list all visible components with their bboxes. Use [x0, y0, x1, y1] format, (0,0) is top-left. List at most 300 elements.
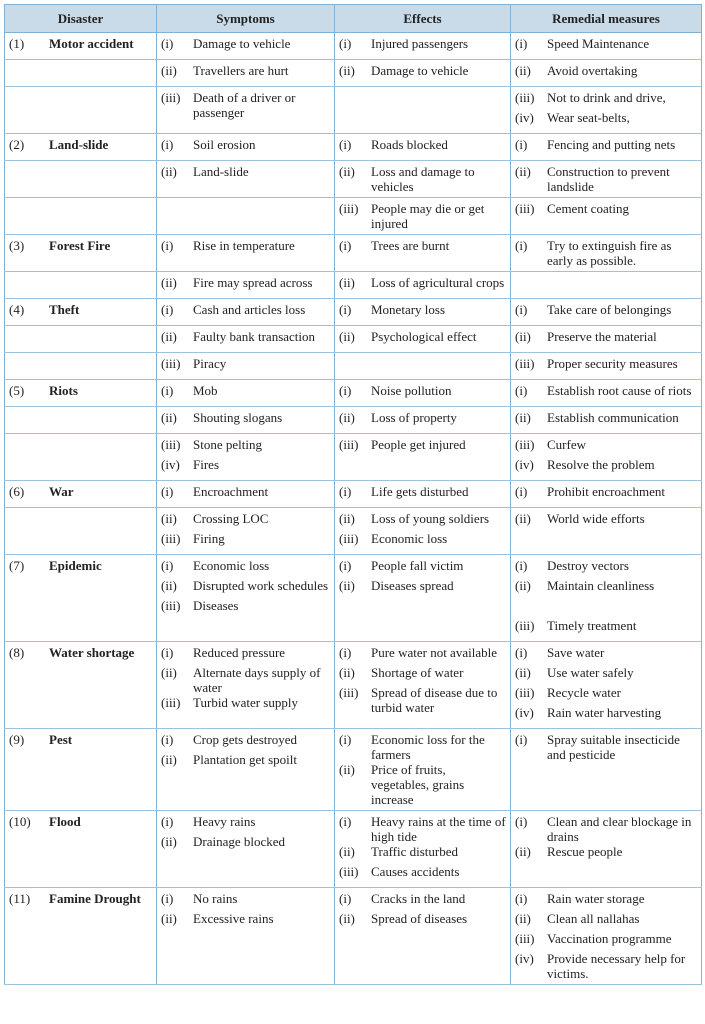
remedy-item-text: Clean all nallahas — [547, 911, 640, 926]
remedy-item-text: Rain water harvesting — [547, 705, 662, 720]
effect-item-number: (iii) — [339, 864, 359, 879]
effect-item-number: (i) — [339, 383, 352, 398]
remedy-cell — [511, 888, 702, 985]
effect-item-text: Damage to vehicle — [371, 63, 469, 78]
remedy-item-text: Fencing and putting nets — [547, 137, 676, 152]
table-row — [5, 60, 702, 87]
disaster-cell — [5, 380, 157, 407]
remedy-item-number: (i) — [515, 732, 528, 747]
symptom-item-number: (i) — [161, 732, 174, 747]
effect-item-number: (ii) — [339, 665, 355, 680]
remedy-item-text: Take care of belongings — [547, 302, 672, 317]
effect-item-number: (i) — [339, 302, 352, 317]
disaster-cell — [5, 198, 157, 235]
symptom-item-text: Reduced pressure — [193, 645, 286, 660]
symptom-item-number: (ii) — [161, 63, 177, 78]
table-row — [5, 811, 702, 888]
remedy-item — [515, 110, 697, 130]
table-row — [5, 555, 702, 642]
effect-item-number: (ii) — [339, 578, 355, 593]
effect-item — [339, 137, 506, 157]
symptom-cell — [157, 811, 335, 888]
effect-item-text: Causes accidents — [371, 864, 460, 879]
disaster-number: (10) — [9, 814, 31, 829]
symptom-cell — [157, 299, 335, 326]
symptom-item-text: Land-slide — [193, 164, 249, 179]
remedy-item-text: Avoid overtaking — [547, 63, 638, 78]
remedy-cell — [511, 33, 702, 60]
symptom-item — [161, 356, 330, 376]
remedy-item-number: (i) — [515, 484, 528, 499]
disaster-name: Epidemic — [49, 558, 102, 573]
disaster-number: (1) — [9, 36, 25, 51]
symptom-item — [161, 645, 330, 665]
disaster-number: (7) — [9, 558, 25, 573]
effect-cell — [335, 33, 511, 60]
symptom-item-text: Soil erosion — [193, 137, 256, 152]
disaster-number: (6) — [9, 484, 25, 499]
symptom-item-text: Piracy — [193, 356, 227, 371]
effect-item-number: (ii) — [339, 911, 355, 926]
remedy-item-number: (iii) — [515, 685, 535, 700]
remedy-item-text: Destroy vectors — [547, 558, 629, 573]
remedy-item-number: (ii) — [515, 911, 531, 926]
remedy-item-text: Recycle water — [547, 685, 621, 700]
symptom-cell — [157, 434, 335, 481]
remedy-item-text: Curfew — [547, 437, 586, 452]
symptom-item-text: Encroachment — [193, 484, 269, 499]
symptom-item — [161, 598, 330, 618]
symptom-item-number: (iv) — [161, 457, 180, 472]
effect-item-number: (iii) — [339, 685, 359, 700]
remedy-cell — [511, 134, 702, 161]
effect-item — [339, 578, 506, 598]
table-row — [5, 729, 702, 811]
disaster-cell — [5, 87, 157, 134]
effect-item-number: (iii) — [339, 201, 359, 216]
remedy-item — [515, 911, 697, 931]
symptom-item — [161, 238, 330, 258]
remedy-item-number: (ii) — [515, 665, 531, 680]
effect-item-text: Traffic disturbed — [371, 844, 459, 859]
disaster-cell — [5, 407, 157, 434]
symptom-item-number: (iii) — [161, 598, 181, 613]
remedy-item — [515, 410, 697, 430]
symptom-item — [161, 484, 330, 504]
disaster-number: (3) — [9, 238, 25, 253]
effect-item — [339, 732, 506, 762]
effect-item — [339, 531, 506, 551]
remedy-item-number: (i) — [515, 814, 528, 829]
symptom-item-text: Fire may spread across — [193, 275, 313, 290]
table-row — [5, 434, 702, 481]
disaster-cell — [5, 555, 157, 642]
effect-item-number: (i) — [339, 558, 352, 573]
effect-item-number: (ii) — [339, 410, 355, 425]
remedy-item-number: (iii) — [515, 356, 535, 371]
remedy-item-text: Not to drink and drive, — [547, 90, 666, 105]
remedy-item-number: (ii) — [515, 329, 531, 344]
remedy-item — [515, 558, 697, 578]
remedy-item-number: (ii) — [515, 63, 531, 78]
effect-item-text: Heavy rains at the time of high tide — [371, 814, 506, 844]
symptom-item-text: Damage to vehicle — [193, 36, 291, 51]
disaster-number: (11) — [9, 891, 31, 906]
disaster-cell — [5, 235, 157, 272]
header-row — [5, 5, 702, 33]
effect-item — [339, 410, 506, 430]
effect-item-text: Life gets disturbed — [371, 484, 469, 499]
header-symptoms: Symptoms — [157, 5, 335, 33]
remedy-item — [515, 63, 697, 83]
symptom-item-number: (iii) — [161, 356, 181, 371]
symptom-item — [161, 911, 330, 931]
effect-cell — [335, 326, 511, 353]
effect-item-text: Price of fruits, vegetables, grains increase — [371, 762, 465, 807]
disaster-cell — [5, 811, 157, 888]
disaster-table — [4, 4, 702, 985]
disaster-cell — [5, 508, 157, 555]
effect-item — [339, 302, 506, 322]
effect-item-text: People fall victim — [371, 558, 464, 573]
remedy-cell — [511, 60, 702, 87]
remedy-item-text: Use water safely — [547, 665, 634, 680]
remedy-cell — [511, 434, 702, 481]
symptom-item-text: Firing — [193, 531, 225, 546]
remedy-cell — [511, 729, 702, 811]
effect-item — [339, 558, 506, 578]
symptom-cell — [157, 729, 335, 811]
disaster-name: Forest Fire — [49, 238, 111, 253]
symptom-item-number: (i) — [161, 302, 174, 317]
remedy-item-number: (iii) — [515, 931, 535, 946]
symptom-item-number: (ii) — [161, 911, 177, 926]
symptom-item-text: Plantation get spoilt — [193, 752, 297, 767]
effect-cell — [335, 60, 511, 87]
effect-item — [339, 891, 506, 911]
effect-item-text: People may die or get injured — [371, 201, 485, 231]
effect-cell — [335, 272, 511, 299]
symptom-item-text: Economic loss — [193, 558, 270, 573]
symptom-cell — [157, 326, 335, 353]
remedy-item-text: Prohibit encroachment — [547, 484, 666, 499]
effect-item — [339, 762, 506, 807]
symptom-item — [161, 531, 330, 551]
symptom-item — [161, 558, 330, 578]
disaster-cell — [5, 33, 157, 60]
remedy-item-number: (ii) — [515, 410, 531, 425]
symptom-item — [161, 383, 330, 403]
symptom-item-text: Heavy rains — [193, 814, 256, 829]
effect-item-number: (ii) — [339, 762, 355, 777]
table-row — [5, 299, 702, 326]
remedy-cell — [511, 380, 702, 407]
symptom-item-text: Drainage blocked — [193, 834, 286, 849]
remedy-item — [515, 457, 697, 477]
symptom-item-number: (i) — [161, 645, 174, 660]
remedy-item — [515, 931, 697, 951]
symptom-item — [161, 36, 330, 56]
effect-item — [339, 63, 506, 83]
effect-item — [339, 275, 506, 295]
table-row — [5, 481, 702, 508]
disaster-name: Water shortage — [49, 645, 135, 660]
effect-item-number: (ii) — [339, 164, 355, 179]
table-row — [5, 353, 702, 380]
remedy-item — [515, 685, 697, 705]
symptom-item — [161, 90, 330, 120]
effect-item — [339, 645, 506, 665]
symptom-item-number: (ii) — [161, 329, 177, 344]
header-effects: Effects — [335, 5, 511, 33]
remedy-item-number: (iii) — [515, 90, 535, 105]
effect-item-text: Economic loss — [371, 531, 448, 546]
remedy-item-text: Timely treatment — [547, 618, 637, 633]
symptom-item-text: Cash and articles loss — [193, 302, 306, 317]
remedy-item-number: (i) — [515, 137, 528, 152]
symptom-item-text: Disrupted work schedules — [193, 578, 329, 593]
remedy-item-text: Resolve the problem — [547, 457, 655, 472]
symptom-item-number: (i) — [161, 137, 174, 152]
effect-item — [339, 864, 506, 884]
remedy-item — [515, 951, 697, 981]
symptom-item — [161, 834, 330, 854]
disaster-number: (4) — [9, 302, 25, 317]
symptom-item — [161, 63, 330, 83]
table-row — [5, 272, 702, 299]
remedy-item-number: (i) — [515, 302, 528, 317]
remedy-cell — [511, 811, 702, 888]
symptom-item-number: (i) — [161, 383, 174, 398]
remedy-cell — [511, 508, 702, 555]
effect-item — [339, 201, 506, 231]
table-row — [5, 380, 702, 407]
table-row — [5, 642, 702, 729]
effect-cell — [335, 380, 511, 407]
effect-item-number: (i) — [339, 36, 352, 51]
remedy-item — [515, 329, 697, 349]
effect-item-text: Loss of young soldiers — [371, 511, 490, 526]
remedy-item-text: Establish root cause of riots — [547, 383, 692, 398]
remedy-item-number: (i) — [515, 238, 528, 253]
table-row — [5, 508, 702, 555]
remedy-item-text: Rain water storage — [547, 891, 645, 906]
remedy-item — [515, 383, 697, 403]
remedy-item — [515, 164, 697, 194]
symptom-cell — [157, 33, 335, 60]
symptom-cell — [157, 555, 335, 642]
table-row — [5, 235, 702, 272]
remedy-item-number: (iv) — [515, 110, 534, 125]
symptom-cell — [157, 161, 335, 198]
header-disaster: Disaster — [5, 5, 157, 33]
symptom-item-number: (iii) — [161, 531, 181, 546]
symptom-item-number: (ii) — [161, 410, 177, 425]
symptom-item — [161, 511, 330, 531]
remedy-item-number: (i) — [515, 558, 528, 573]
effect-item-number: (iii) — [339, 437, 359, 452]
remedy-item-text: Establish communication — [547, 410, 679, 425]
symptom-item-number: (ii) — [161, 511, 177, 526]
effect-item-text: Monetary loss — [371, 302, 446, 317]
effect-item-number: (i) — [339, 732, 352, 747]
effect-cell — [335, 642, 511, 729]
effect-cell — [335, 134, 511, 161]
remedy-item — [515, 90, 697, 110]
effect-item — [339, 814, 506, 844]
symptom-item-number: (iii) — [161, 90, 181, 105]
symptom-item — [161, 578, 330, 598]
symptom-item — [161, 410, 330, 430]
remedy-item — [515, 578, 697, 598]
disaster-cell — [5, 481, 157, 508]
symptom-item-text: Stone pelting — [193, 437, 262, 452]
effect-item — [339, 911, 506, 931]
effect-cell — [335, 434, 511, 481]
symptom-item-number: (i) — [161, 36, 174, 51]
symptom-cell — [157, 235, 335, 272]
remedy-item — [515, 302, 697, 322]
symptom-item-number: (iii) — [161, 695, 181, 710]
remedy-item — [515, 201, 697, 221]
symptom-item-text: Rise in temperature — [193, 238, 295, 253]
symptom-cell — [157, 134, 335, 161]
effect-item-number: (i) — [339, 238, 352, 253]
disaster-name: Land-slide — [49, 137, 109, 152]
symptom-item-number: (ii) — [161, 834, 177, 849]
symptom-cell — [157, 481, 335, 508]
symptom-item-text: Death of a driver or passenger — [193, 90, 296, 120]
symptom-item-text: Travellers are hurt — [193, 63, 289, 78]
effect-item-number: (ii) — [339, 844, 355, 859]
symptom-item-number: (i) — [161, 238, 174, 253]
symptom-cell — [157, 508, 335, 555]
symptom-item-number: (ii) — [161, 578, 177, 593]
disaster-cell — [5, 888, 157, 985]
effect-item-text: Pure water not available — [371, 645, 497, 660]
disaster-name: Riots — [49, 383, 78, 398]
effect-item — [339, 511, 506, 531]
effect-item — [339, 484, 506, 504]
effect-cell — [335, 811, 511, 888]
effect-item-text: Economic loss for the farmers — [371, 732, 485, 762]
effect-item-text: Spread of disease due to turbid water — [371, 685, 498, 715]
symptom-cell — [157, 87, 335, 134]
disaster-cell — [5, 299, 157, 326]
remedy-item-number: (i) — [515, 645, 528, 660]
symptom-item — [161, 752, 330, 772]
remedy-cell — [511, 87, 702, 134]
remedy-cell — [511, 299, 702, 326]
effect-item-number: (i) — [339, 484, 352, 499]
effect-cell — [335, 888, 511, 985]
symptom-item-text: Diseases — [193, 598, 239, 613]
remedy-item-text: Construction to prevent landslide — [547, 164, 670, 194]
effect-item-number: (i) — [339, 137, 352, 152]
symptom-cell — [157, 888, 335, 985]
disaster-cell — [5, 326, 157, 353]
table-row — [5, 161, 702, 198]
disaster-cell — [5, 642, 157, 729]
effect-item-text: Loss of agricultural crops — [371, 275, 505, 290]
symptom-item-text: Mob — [193, 383, 218, 398]
remedy-item-text: Speed Maintenance — [547, 36, 650, 51]
effect-item — [339, 238, 506, 258]
symptom-cell — [157, 642, 335, 729]
remedy-item-number: (i) — [515, 891, 528, 906]
disaster-number: (2) — [9, 137, 25, 152]
remedy-item-number: (iv) — [515, 705, 534, 720]
disaster-number: (5) — [9, 383, 25, 398]
remedy-item-text: Provide necessary help for victims. — [547, 951, 686, 981]
remedy-cell — [511, 353, 702, 380]
remedy-item — [515, 645, 697, 665]
remedy-item-text: Save water — [547, 645, 605, 660]
remedy-item-text: Preserve the material — [547, 329, 657, 344]
remedy-item-number: (ii) — [515, 844, 531, 859]
effect-item-text: Diseases spread — [371, 578, 454, 593]
remedy-item-number: (ii) — [515, 578, 531, 593]
disaster-cell — [5, 134, 157, 161]
table-row — [5, 326, 702, 353]
symptom-item — [161, 302, 330, 322]
remedy-cell — [511, 481, 702, 508]
effect-item-text: Cracks in the land — [371, 891, 466, 906]
effect-cell — [335, 87, 511, 134]
remedy-item-number: (iii) — [515, 437, 535, 452]
symptom-item — [161, 457, 330, 477]
remedy-item-text: Maintain cleanliness — [547, 578, 655, 593]
disaster-cell — [5, 272, 157, 299]
disaster-cell — [5, 434, 157, 481]
remedy-item-number: (iii) — [515, 618, 535, 633]
disaster-name: Flood — [49, 814, 81, 829]
disaster-cell — [5, 729, 157, 811]
effect-item — [339, 685, 506, 715]
remedy-item — [515, 137, 697, 157]
symptom-item — [161, 695, 330, 715]
effect-cell — [335, 729, 511, 811]
table-row — [5, 888, 702, 985]
symptom-item-text: Crossing LOC — [193, 511, 269, 526]
effect-item-text: Injured passengers — [371, 36, 469, 51]
disaster-name: Pest — [49, 732, 73, 747]
remedy-cell — [511, 272, 702, 299]
effect-item-text: Shortage of water — [371, 665, 464, 680]
symptom-item-text: Excessive rains — [193, 911, 274, 926]
remedy-cell — [511, 161, 702, 198]
effect-item — [339, 844, 506, 864]
disaster-name: War — [49, 484, 74, 499]
disaster-name: Famine Drought — [49, 891, 141, 906]
remedy-item-text: Spray suitable insecticide and pesticide — [547, 732, 680, 762]
remedy-item-text: World wide efforts — [547, 511, 645, 526]
effect-item-text: Trees are burnt — [371, 238, 450, 253]
remedy-item-number: (iv) — [515, 457, 534, 472]
disaster-number: (8) — [9, 645, 25, 660]
remedy-item — [515, 238, 697, 268]
symptom-item-text: Crop gets destroyed — [193, 732, 297, 747]
remedy-item — [515, 511, 697, 531]
effect-item — [339, 36, 506, 56]
effect-cell — [335, 161, 511, 198]
effect-item — [339, 383, 506, 403]
remedy-item — [515, 598, 697, 618]
remedy-cell — [511, 555, 702, 642]
symptom-item-number: (ii) — [161, 752, 177, 767]
table-row — [5, 134, 702, 161]
remedy-item — [515, 36, 697, 56]
